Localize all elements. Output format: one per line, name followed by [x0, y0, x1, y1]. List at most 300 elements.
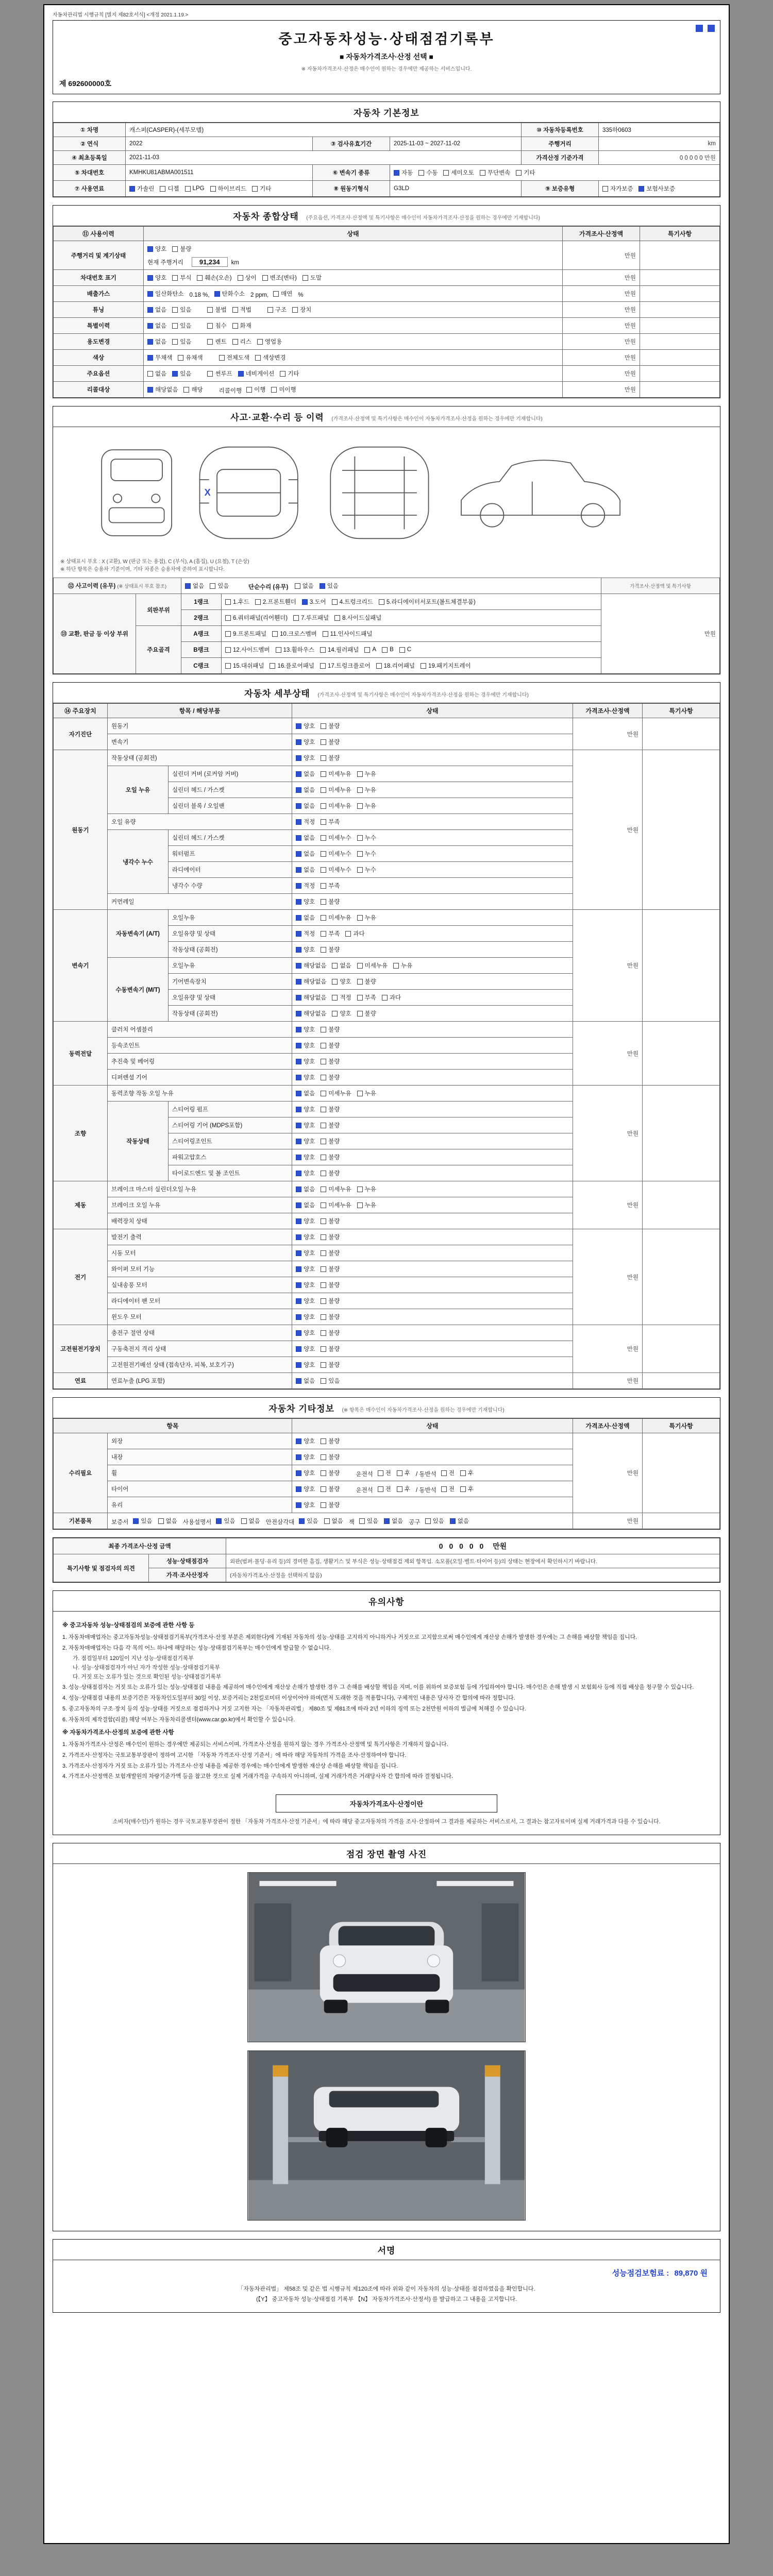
checkbox-화재[interactable]: [232, 321, 251, 330]
checkbox-label: 있음: [180, 339, 192, 345]
checkbox-없음[interactable]: [185, 582, 204, 590]
checkbox-B[interactable]: [382, 647, 394, 653]
checkbox-유채색[interactable]: [178, 353, 203, 362]
checkbox-없음[interactable]: [296, 770, 315, 778]
checkbox-양호[interactable]: [296, 1057, 315, 1065]
checkbox-label: 불량: [328, 1218, 340, 1225]
checkbox-15.대쉬패널[interactable]: [225, 662, 264, 670]
checkbox-양호[interactable]: [296, 1249, 315, 1257]
checkbox-mark: [296, 1043, 301, 1048]
checkbox-있음[interactable]: [172, 306, 191, 314]
checkbox-양호[interactable]: [296, 1041, 315, 1049]
checkbox-불량[interactable]: [357, 977, 376, 986]
checkbox-있음[interactable]: [321, 1377, 340, 1385]
notice-item: 1. 자동차매매업자는 중고자동차성능·상태점검기록부(가격조사·산정 부분은 제외한다)에 기재된 자동차의 성능·상태를 고지하지 아니하거나 거짓으로 고지함으로써 매수인에게 재산상 손해가 발생한 경우에는 그 손해를 배상할 책임을 집니다.: [62, 1634, 637, 1640]
signature-statement-2: (【Y】 중고자동차 성능·상태점검 기록부 【N】 자동차가격조사·산정서) 를 발급하고 그 내용을 고지합니다.: [256, 2296, 517, 2302]
checkbox-누유[interactable]: [357, 1201, 376, 1209]
checkbox-기타[interactable]: [280, 369, 299, 378]
checkbox-mark: [357, 1187, 363, 1192]
checkbox-전[interactable]: [441, 1469, 455, 1477]
checkbox-기타[interactable]: [252, 184, 271, 193]
checkbox-없음[interactable]: [296, 1201, 315, 1209]
checkbox-불량[interactable]: [321, 1121, 340, 1129]
checkbox-썬루프[interactable]: [207, 369, 232, 378]
checkbox-양호[interactable]: [296, 945, 315, 954]
checkbox-label: 미세누유: [328, 771, 351, 777]
checkbox-없음[interactable]: [296, 786, 315, 794]
checkbox-불량[interactable]: [321, 1249, 340, 1257]
car-diagram-svg: [88, 432, 685, 553]
checkbox-mark: [296, 1218, 301, 1224]
checkbox-불량[interactable]: [321, 1025, 340, 1033]
final-price-unit: 만원: [493, 1542, 507, 1550]
state-cell: [144, 286, 563, 302]
checkbox-누수[interactable]: [357, 834, 376, 842]
checkbox-없음[interactable]: [296, 1377, 315, 1385]
checkbox-적정[interactable]: [332, 993, 351, 1002]
checkbox-12.사이드멤버[interactable]: [225, 646, 270, 654]
checkbox-label: 미세누유: [328, 1091, 351, 1097]
checkbox-label: 미세누유: [328, 915, 351, 921]
checkbox-없음[interactable]: [296, 802, 315, 810]
checkbox-구조[interactable]: [267, 306, 287, 314]
reg-number-label: ⑩ 자동차등록번호: [522, 123, 599, 137]
checkbox-mark: [160, 186, 165, 192]
checkbox-렌트[interactable]: [207, 337, 226, 346]
checkbox-label: B: [390, 647, 394, 653]
checkbox-mark: [296, 1298, 301, 1304]
checkbox-양호[interactable]: [147, 274, 166, 282]
inline-text: / 동반석: [416, 1487, 436, 1494]
checkbox-양호[interactable]: [296, 1345, 315, 1353]
checkbox-불량[interactable]: [321, 1265, 340, 1273]
checkbox-양호[interactable]: [296, 754, 315, 762]
checkbox-있음[interactable]: [299, 1517, 318, 1525]
checkbox-미세누유[interactable]: [321, 802, 351, 810]
checkbox-후[interactable]: [460, 1485, 474, 1493]
checkbox-양호[interactable]: [296, 1453, 315, 1461]
checkbox-미세누유[interactable]: [357, 961, 388, 970]
checkbox-10.크로스멤버[interactable]: [272, 630, 317, 638]
checkbox-16.플로어패널[interactable]: [270, 662, 314, 670]
item-label: 작동상태 (공회전): [108, 750, 292, 766]
inline-text: 잭: [348, 1519, 355, 1526]
checkbox-양호[interactable]: [332, 1009, 351, 1018]
checkbox-전[interactable]: [441, 1485, 455, 1493]
item-label: 오일 유량: [108, 814, 292, 830]
checkbox-리스[interactable]: [232, 337, 251, 346]
inline-text: 운전석: [356, 1487, 373, 1494]
checkbox-미세누유[interactable]: [321, 1089, 351, 1097]
checkbox-불량[interactable]: [321, 1485, 340, 1493]
checkbox-적법[interactable]: [232, 306, 251, 314]
checkbox-mark: [345, 931, 351, 937]
checkbox-상이[interactable]: [238, 274, 257, 282]
checkbox-있음[interactable]: [133, 1517, 152, 1525]
checkbox-18.리어패널[interactable]: [376, 662, 415, 670]
checkbox-불량[interactable]: [321, 1437, 340, 1445]
checkbox-양호[interactable]: [296, 897, 315, 906]
remark-cell: [640, 270, 720, 286]
state-cell: [292, 1006, 573, 1022]
checkbox-해당없음[interactable]: [147, 385, 178, 394]
checkbox-14.필러패널[interactable]: [320, 646, 359, 654]
checkbox-탄화수소[interactable]: [214, 290, 245, 298]
item-label: 디퍼렌셜 기어: [108, 1070, 292, 1086]
checkbox-후[interactable]: [397, 1485, 410, 1493]
rank-label: 2랭크: [181, 610, 222, 626]
checkbox-수동[interactable]: [418, 168, 438, 177]
checkbox-불량[interactable]: [321, 1329, 340, 1337]
checkbox-해당없음[interactable]: [296, 993, 326, 1002]
checkbox-양호[interactable]: [296, 1105, 315, 1113]
checkbox-없음[interactable]: [147, 369, 166, 378]
checkbox-미이행[interactable]: [271, 385, 296, 394]
checkbox-mark: [296, 803, 301, 809]
checkbox-이행[interactable]: [246, 385, 265, 394]
checkbox-mark: [296, 1330, 301, 1336]
checkbox-양호[interactable]: [296, 1153, 315, 1161]
checkbox-양호[interactable]: [296, 1025, 315, 1033]
checkbox-불량[interactable]: [321, 1501, 340, 1509]
checkbox-양호[interactable]: [296, 1169, 315, 1177]
checkbox-13.휠하우스[interactable]: [276, 646, 314, 654]
checkbox-있음[interactable]: [172, 337, 191, 346]
checkbox-mark: [321, 1202, 326, 1208]
checkbox-mark: [296, 1011, 301, 1016]
checkbox-장치[interactable]: [292, 306, 311, 314]
item-label: 작동상태 (공회전): [169, 942, 292, 958]
checkbox-적정[interactable]: [296, 929, 315, 938]
checkbox-없음[interactable]: [296, 834, 315, 842]
checkbox-불량[interactable]: [321, 1361, 340, 1369]
checkbox-없음[interactable]: [296, 1089, 315, 1097]
checkbox-양호[interactable]: [296, 1329, 315, 1337]
checkbox-label: 해당없음: [304, 1011, 327, 1017]
checkbox-없음[interactable]: [296, 850, 315, 858]
checkbox-불량[interactable]: [172, 245, 191, 253]
checkbox-불량[interactable]: [321, 1057, 340, 1065]
price-cell: 만원: [563, 382, 640, 398]
checkbox-누유[interactable]: [357, 1185, 376, 1193]
checkbox-mark: [296, 1502, 301, 1508]
checkbox-미세누유[interactable]: [321, 770, 351, 778]
checkbox-불량[interactable]: [321, 1233, 340, 1241]
checkbox-mark: [321, 1346, 326, 1352]
checkbox-미세누수[interactable]: [321, 866, 351, 874]
checkbox-양호[interactable]: [296, 1361, 315, 1369]
checkbox-mark: [382, 995, 388, 1001]
checkbox-누수[interactable]: [357, 866, 376, 874]
checkbox-불량[interactable]: [321, 1297, 340, 1305]
checkbox-mark: [133, 1518, 139, 1524]
accident-checks: [185, 584, 234, 590]
checkbox-mark: [379, 599, 384, 605]
checkbox-label: 있음: [180, 307, 192, 313]
checkbox-mark: [321, 867, 326, 873]
checkbox-후[interactable]: [460, 1469, 474, 1477]
checkbox-누유[interactable]: [357, 786, 376, 794]
checkbox-누유[interactable]: [357, 770, 376, 778]
inspection-period-label: ③ 검사유효기간: [312, 137, 390, 151]
checkbox-양호[interactable]: [296, 1137, 315, 1145]
checkbox-해당없음[interactable]: [296, 1009, 326, 1018]
checkbox-해당없음[interactable]: [296, 961, 326, 970]
checkbox-부족[interactable]: [321, 882, 340, 890]
checkbox-label: 없음: [304, 803, 315, 809]
checkbox-누유[interactable]: [357, 802, 376, 810]
checkbox-mark: [296, 819, 301, 825]
checkbox-미세누수[interactable]: [321, 850, 351, 858]
checkbox-불량[interactable]: [321, 1217, 340, 1225]
checkbox-불량[interactable]: [357, 1009, 376, 1018]
checkbox-세미오토[interactable]: [443, 168, 474, 177]
checkbox-label: 불량: [364, 979, 376, 985]
state-cell: [292, 894, 573, 910]
car-name-value: 캐스퍼(CASPER)-(세부모델): [126, 123, 522, 137]
checkbox-불량[interactable]: [321, 897, 340, 906]
checkbox-양호[interactable]: [296, 1233, 315, 1241]
checkbox-mark: [321, 723, 326, 729]
state-cell: [144, 382, 563, 398]
checkbox-없음[interactable]: [296, 1185, 315, 1193]
checkbox-mark: [295, 583, 300, 589]
checkbox-label: 썬루프: [215, 371, 232, 377]
checkbox-label: 없음: [304, 835, 315, 841]
checkbox-mark: [232, 323, 238, 329]
checkbox-있음[interactable]: [359, 1517, 378, 1525]
checkbox-과다[interactable]: [382, 993, 401, 1002]
checkbox-불량[interactable]: [321, 1313, 340, 1321]
checkbox-없음[interactable]: [296, 913, 315, 922]
value-box: 91,234: [192, 257, 228, 267]
checkbox-mark: [421, 663, 426, 669]
checkbox-해당없음[interactable]: [296, 977, 326, 986]
checkbox-17.트렁크플로어[interactable]: [320, 662, 371, 670]
checkbox-무단변속[interactable]: [480, 168, 510, 177]
checkbox-2.프론트휀더[interactable]: [255, 598, 296, 606]
checkbox-불량[interactable]: [321, 1153, 340, 1161]
checkbox-mark: [296, 1091, 301, 1096]
checkbox-불량[interactable]: [321, 1105, 340, 1113]
checkbox-불량[interactable]: [321, 738, 340, 746]
overall-header: [53, 206, 720, 226]
checkbox-1.후드[interactable]: [225, 598, 249, 606]
checkbox-19.패키지트레이[interactable]: [421, 662, 471, 670]
checkbox-불량[interactable]: [321, 945, 340, 954]
checkbox-mark: [225, 599, 231, 605]
checkbox-미세누수[interactable]: [321, 834, 351, 842]
checkbox-label: 누유: [401, 963, 413, 969]
checkbox-A[interactable]: [364, 647, 376, 653]
checkbox-미세누유[interactable]: [321, 786, 351, 794]
checkbox-양호[interactable]: [296, 1265, 315, 1273]
checkbox-mark: [425, 1518, 431, 1524]
checkbox-mark: [397, 1486, 402, 1492]
checkbox-mark: [321, 1091, 326, 1096]
checkbox-불량[interactable]: [321, 1345, 340, 1353]
checkbox-누유[interactable]: [357, 913, 376, 922]
checkbox-없음[interactable]: [324, 1517, 343, 1525]
checkbox-기타[interactable]: [516, 168, 535, 177]
checkbox-없음[interactable]: [384, 1517, 403, 1525]
checkbox-9.프론트패널[interactable]: [225, 630, 266, 638]
checkbox-없음[interactable]: [296, 866, 315, 874]
checkbox-변조(변타)[interactable]: [262, 274, 297, 282]
device-row: [54, 750, 720, 766]
checkbox-없음[interactable]: [158, 1517, 177, 1525]
checkbox-label: 양호: [304, 1486, 315, 1493]
checkbox-미세누유[interactable]: [321, 1185, 351, 1193]
checkbox-없음[interactable]: [147, 306, 166, 314]
checkbox-일산화탄소[interactable]: [147, 290, 184, 298]
use-history-label: 용도변경: [54, 334, 144, 350]
price-definition-box: 자동차가격조사·산정이란: [276, 1794, 497, 1812]
checkbox-침수[interactable]: [207, 321, 226, 330]
price-cell: 만원: [563, 318, 640, 334]
checkbox-없음[interactable]: [332, 961, 351, 970]
checkbox-3.도어[interactable]: [302, 598, 326, 606]
inline-text: 리콜이행: [219, 387, 242, 394]
checkbox-양호[interactable]: [296, 1297, 315, 1305]
checkbox-mark: [320, 583, 325, 589]
checkbox-label: 불량: [328, 1486, 340, 1493]
checkbox-mark: [332, 979, 338, 985]
checkbox-5.라디에이터서포트(볼트체결부품)[interactable]: [379, 598, 476, 606]
checkbox-있음[interactable]: [172, 369, 191, 378]
checkbox-양호[interactable]: [296, 1121, 315, 1129]
checkbox-있음[interactable]: [216, 1517, 235, 1525]
checkbox-네비게이션[interactable]: [238, 369, 275, 378]
notice-subitem: 가. 점검일부터 120일이 지난 성능·상태점검기록부: [73, 1655, 194, 1662]
checkbox-불량[interactable]: [321, 722, 340, 730]
checkbox-mark: [296, 787, 301, 793]
warranty-type-checks: [599, 181, 720, 197]
checkbox-있음[interactable]: [425, 1517, 444, 1525]
checkbox-mark: [147, 339, 153, 345]
checkbox-도말[interactable]: [303, 274, 322, 282]
checkbox-과다[interactable]: [345, 929, 364, 938]
checkbox-양호[interactable]: [296, 1485, 315, 1493]
checkbox-mark: [296, 755, 301, 761]
checkbox-불량[interactable]: [321, 1041, 340, 1049]
checkbox-불량[interactable]: [321, 1169, 340, 1177]
checkbox-디젤[interactable]: [160, 184, 179, 193]
checkbox-부족[interactable]: [321, 929, 340, 938]
checkbox-없음[interactable]: [147, 337, 166, 346]
checkbox-mark: [257, 339, 263, 345]
checkbox-훼손(오손)[interactable]: [197, 274, 231, 282]
checkbox-C[interactable]: [399, 647, 411, 653]
checkbox-양호[interactable]: [296, 1501, 315, 1509]
overall-row: [54, 270, 720, 286]
checkbox-mark: [357, 851, 363, 857]
checkbox-불량[interactable]: [321, 1453, 340, 1461]
checkbox-부족[interactable]: [357, 993, 376, 1002]
checkbox-양호[interactable]: [296, 738, 315, 746]
checkbox-불량[interactable]: [321, 1469, 340, 1477]
checkbox-양호[interactable]: [296, 1217, 315, 1225]
checkbox-양호[interactable]: [296, 1437, 315, 1445]
checkbox-11.인사이드패널[interactable]: [323, 630, 373, 638]
checkbox-4.트렁크리드[interactable]: [332, 598, 373, 606]
checkbox-양호[interactable]: [296, 722, 315, 730]
checkbox-양호[interactable]: [296, 1313, 315, 1321]
state-cell: [292, 1465, 573, 1481]
checkbox-양호[interactable]: [296, 1073, 315, 1081]
checkbox-전[interactable]: [378, 1469, 391, 1477]
checkbox-가솔린[interactable]: [129, 184, 154, 193]
checkbox-자동[interactable]: [394, 168, 413, 177]
col-item: 항목 / 해당부품: [108, 704, 292, 718]
checkbox-양호[interactable]: [332, 977, 351, 986]
remark-cell: [640, 366, 720, 382]
checkbox-LPG[interactable]: [185, 185, 205, 192]
checkbox-있음[interactable]: [320, 582, 339, 590]
checkbox-불량[interactable]: [321, 1281, 340, 1289]
checkbox-양호[interactable]: [296, 1469, 315, 1477]
checkbox-무채색[interactable]: [147, 353, 172, 362]
checkbox-양호[interactable]: [296, 1281, 315, 1289]
checkbox-label: 네비게이션: [245, 371, 275, 377]
checkbox-없음[interactable]: [241, 1517, 260, 1525]
checkbox-label: A: [372, 647, 377, 653]
checkbox-색상변경[interactable]: [255, 353, 285, 362]
mileage-label: 주행거리: [522, 137, 599, 151]
checkbox-label: 양호: [340, 1011, 351, 1017]
checkbox-보험사보증[interactable]: [638, 184, 675, 193]
checkbox-부족[interactable]: [321, 818, 340, 826]
price-cell: 만원: [573, 1513, 643, 1529]
checkbox-불량[interactable]: [321, 1137, 340, 1145]
checkbox-없음[interactable]: [147, 321, 166, 330]
checkbox-양호[interactable]: [147, 245, 166, 253]
checkbox-있음[interactable]: [172, 321, 191, 330]
remark-cell: [640, 382, 720, 398]
checkbox-해당[interactable]: [183, 385, 203, 394]
premium-value: 89,870 원: [674, 2268, 708, 2278]
checkbox-불량[interactable]: [321, 1073, 340, 1081]
checkbox-label: 불량: [328, 1282, 340, 1289]
checkbox-부식[interactable]: [172, 274, 191, 282]
checkbox-영업용[interactable]: [257, 337, 282, 346]
checkbox-없음[interactable]: [295, 582, 314, 590]
checkbox-미세누유[interactable]: [321, 913, 351, 922]
checkbox-매연[interactable]: [273, 290, 292, 298]
checkbox-적정[interactable]: [296, 818, 315, 826]
checkbox-후[interactable]: [397, 1469, 410, 1477]
checkbox-누유[interactable]: [393, 961, 412, 970]
checkbox-하이브리드[interactable]: [210, 184, 247, 193]
checkbox-7.루프패널[interactable]: [293, 614, 329, 622]
checkbox-누유[interactable]: [357, 1089, 376, 1097]
checkbox-없음[interactable]: [450, 1517, 469, 1525]
checkbox-불량[interactable]: [321, 754, 340, 762]
checkbox-6.쿼터패널(리어휀더)[interactable]: [225, 614, 288, 622]
checkbox-전체도색[interactable]: [219, 353, 249, 362]
checkbox-미세누유[interactable]: [321, 1201, 351, 1209]
checkbox-8.사이드실패널[interactable]: [334, 614, 381, 622]
checkbox-누수[interactable]: [357, 850, 376, 858]
checkbox-mark: [321, 755, 326, 761]
signature-statement-1: 「자동차관리법」 제58조 및 같은 법 시행규칙 제120조에 따라 위와 같이 자동차의 성능·상태를 점검하였음을 확인합니다.: [238, 2285, 535, 2292]
checkbox-자가보증[interactable]: [602, 184, 633, 193]
checkbox-불법[interactable]: [207, 306, 226, 314]
checkbox-전[interactable]: [378, 1485, 391, 1493]
checkbox-적정[interactable]: [296, 882, 315, 890]
inline-text: 안전삼각대: [265, 1519, 295, 1526]
checkbox-있음[interactable]: [210, 582, 229, 590]
